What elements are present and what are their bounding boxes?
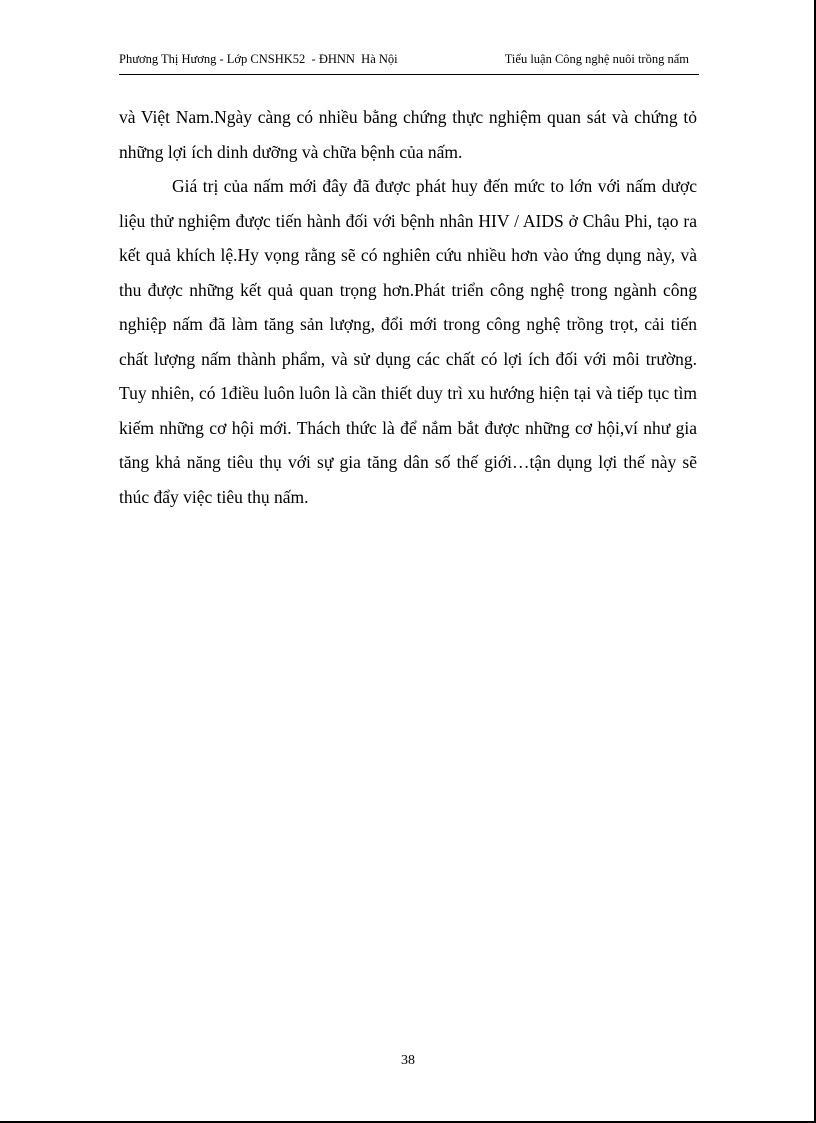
header-document-title: Tiểu luận Công nghệ nuôi trồng nấm bbox=[504, 52, 689, 66]
header-author: Phương Thị Hương - Lớp CNSHK52 - ĐHNN Hà Nội bbox=[119, 52, 398, 66]
page-number: 38 bbox=[401, 1053, 415, 1068]
document-body bbox=[119, 100, 697, 514]
paragraph-continuation: và Việt Nam.Ngày càng có nhiều bằng chứng thực nghiệm quan sát và chứng tỏ những lợi ích dinh dưỡng và chữa bệnh của nấm. bbox=[119, 107, 697, 162]
page-header bbox=[119, 50, 699, 75]
paragraph-main: Giá trị của nấm mới đây đã được phát huy đến mức to lớn với nấm dược liệu thử nghiệm được tiến hành đối với bệnh nhân HIV / AIDS ở Châu Phi, tạo ra kết quả khích lệ.Hy vọng rằng sẽ có nghiên cứu nhiều hơn vào ứng dụng này, và thu được những kết quả quan trọng hơn.Phát triển công nghệ trong ngành công nghiệp nấm đã làm tăng sản lượng, đổi mới trong công nghệ trồng trọt, cải tiến chất lượng nấm thành phẩm, và sử dụng các chất có lợi ích đối với môi trường. Tuy nhiên, có 1điều luôn luôn là cần thiết duy trì xu hướng hiện tại và tiếp tục tìm kiếm những cơ hội mới. Thách thức là để nắm bắt được những cơ hội,ví như gia tăng khả năng tiêu thụ với sự gia tăng dân số thế giới…tận dụng lợi thế này sẽ thúc đẩy việc tiêu thụ nấm. bbox=[119, 176, 697, 507]
